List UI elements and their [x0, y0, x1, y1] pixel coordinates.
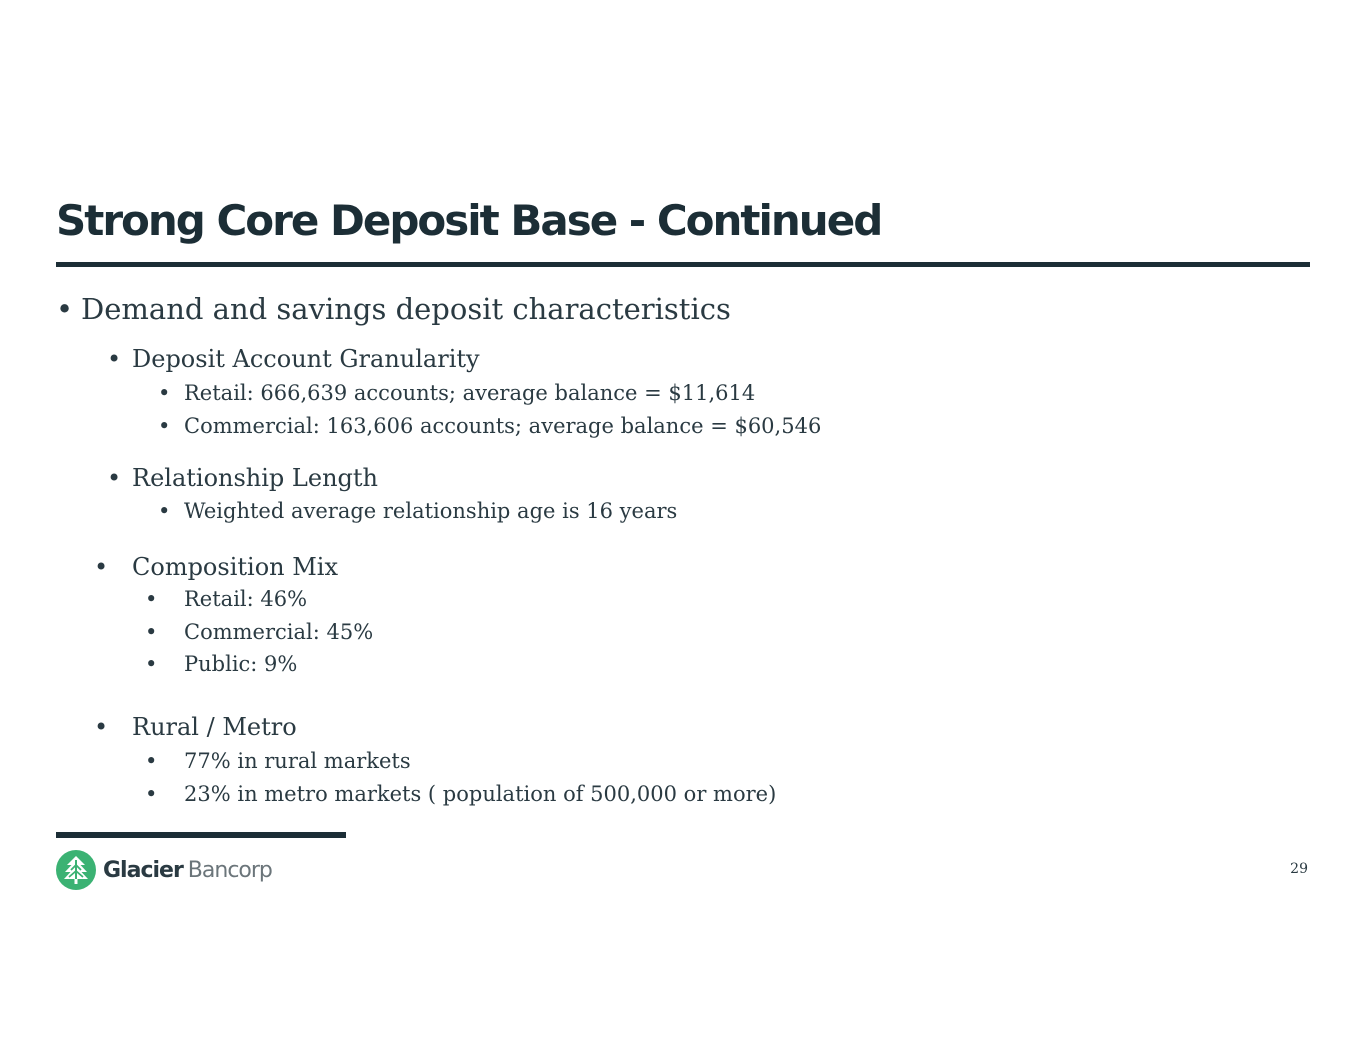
bullet-rural-metro-text: Rural / Metro	[132, 713, 297, 741]
bullet-dot: •	[158, 499, 171, 523]
bullet-granularity-text: Deposit Account Granularity	[132, 345, 480, 373]
bullet-dot: •	[107, 345, 122, 373]
title-divider	[56, 262, 1310, 267]
list-item-text: Retail: 666,639 accounts; average balance = $11,614	[184, 381, 756, 405]
bullet-dot: •	[94, 553, 109, 581]
bullet-dot: •	[145, 782, 158, 806]
bullet-dot: •	[145, 587, 158, 611]
bullet-dot: •	[145, 652, 158, 676]
slide-title: Strong Core Deposit Base - Continued	[56, 196, 882, 245]
list-item-text: Commercial: 45%	[184, 620, 374, 644]
footer-divider	[56, 832, 346, 838]
logo-name-strong: Glacier	[103, 857, 183, 883]
logo-name-light: Bancorp	[187, 857, 272, 883]
page-number: 29	[1290, 861, 1308, 877]
list-item-text: Weighted average relationship age is 16 years	[184, 499, 678, 523]
bullet-dot: •	[145, 620, 158, 644]
company-logo	[56, 850, 272, 890]
bullet-relationship-text: Relationship Length	[132, 464, 378, 492]
list-item-text: Public: 9%	[184, 652, 298, 676]
pine-tree-icon	[56, 850, 96, 890]
bullet-dot: •	[158, 414, 171, 438]
bullet-dot: •	[56, 292, 74, 326]
list-item-text: Commercial: 163,606 accounts; average balance = $60,546	[184, 414, 822, 438]
list-item-text: Retail: 46%	[184, 587, 308, 611]
list-item-text: 23% in metro markets ( population of 500,000 or more)	[184, 782, 777, 806]
bullet-dot: •	[94, 713, 109, 741]
logo-wordmark	[103, 858, 272, 883]
bullet-dot: •	[158, 381, 171, 405]
list-item-text: 77% in rural markets	[184, 749, 411, 773]
bullet-main-text: Demand and savings deposit characteristics	[81, 292, 731, 326]
bullet-composition-text: Composition Mix	[132, 553, 339, 581]
bullet-dot: •	[145, 749, 158, 773]
bullet-dot: •	[107, 464, 122, 492]
